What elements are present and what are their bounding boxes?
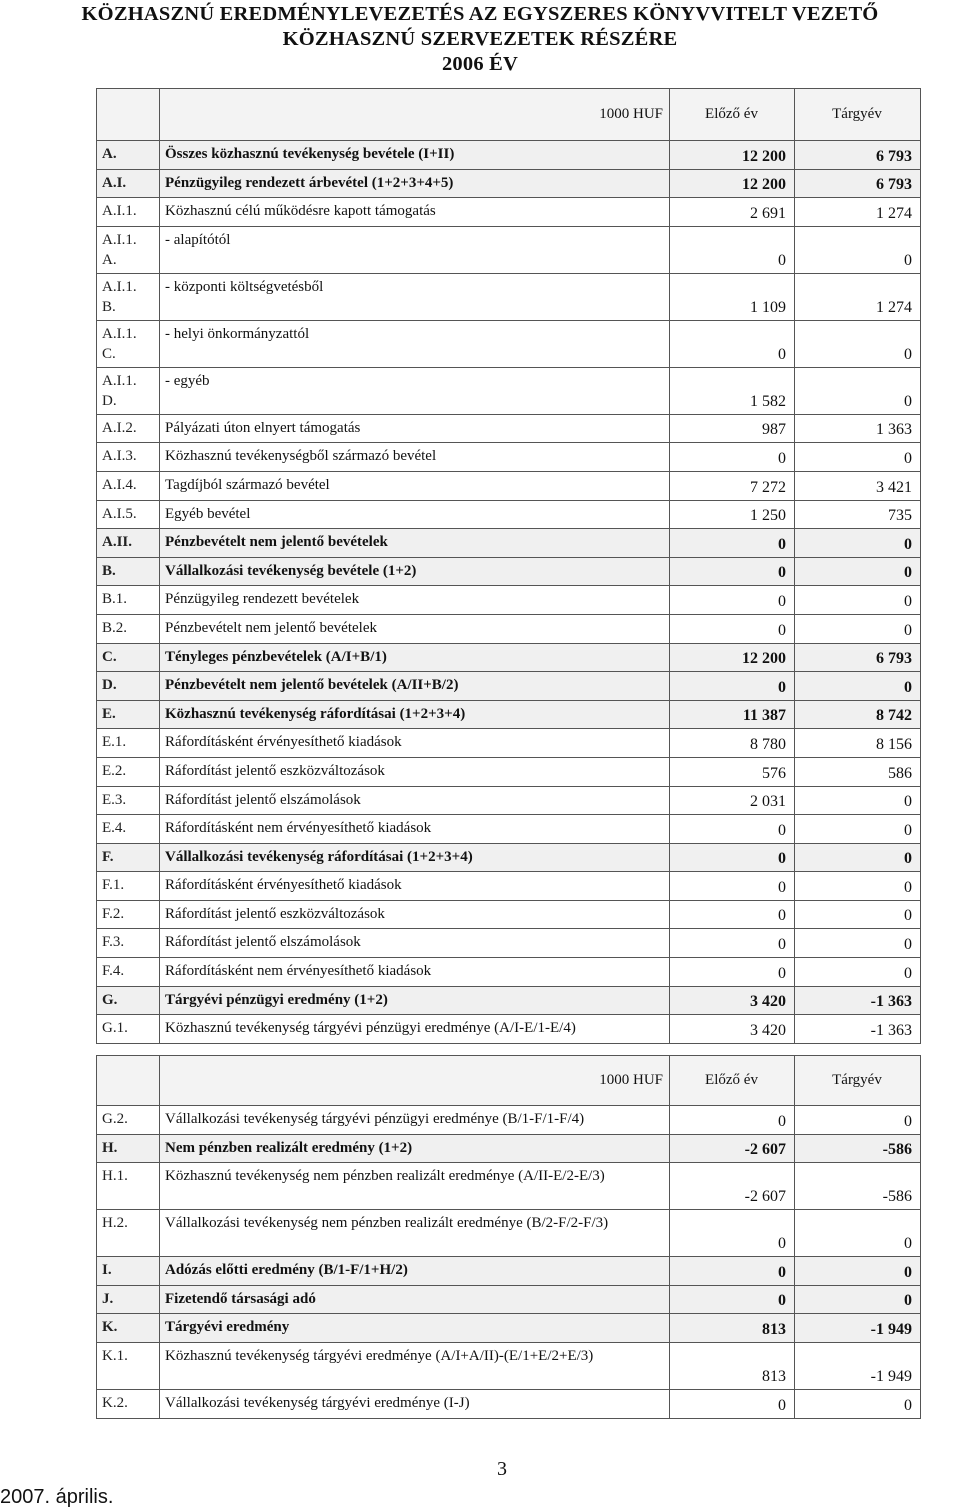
row-label: Vállalkozási tevékenység tárgyévi pénzügyi eredménye (B/1-F/1-F/4) [160, 1106, 670, 1135]
table-row [97, 672, 921, 701]
row-current-year: 735 [795, 500, 921, 529]
row-code: J. [97, 1285, 160, 1314]
row-current-year: -1 363 [795, 1015, 921, 1044]
row-previous-year: 8 780 [670, 729, 795, 758]
header-previous-year: Előző év [670, 89, 795, 141]
row-label: Pénzügyileg rendezett bevételek [160, 586, 670, 615]
row-current-year: 1 274 [795, 273, 921, 320]
row-label: Pénzügyileg rendezett árbevétel (1+2+3+4+5) [160, 169, 670, 198]
row-label: Pályázati úton elnyert támogatás [160, 414, 670, 443]
row-code: E.3. [97, 786, 160, 815]
table-row [97, 586, 921, 615]
header-current-year: Tárgyév [795, 1056, 921, 1106]
row-current-year: 6 793 [795, 169, 921, 198]
row-current-year: 8 742 [795, 700, 921, 729]
income-statement-table-2 [96, 1055, 921, 1419]
table-row [97, 1106, 921, 1135]
row-code: F.3. [97, 929, 160, 958]
row-previous-year: 7 272 [670, 471, 795, 500]
row-label: - alapítótól [160, 226, 670, 273]
row-current-year: 0 [795, 1210, 921, 1257]
row-previous-year: 12 200 [670, 169, 795, 198]
row-code: A.II. [97, 529, 160, 558]
row-label: Ráfordítást jelentő elszámolások [160, 786, 670, 815]
row-previous-year: 2 031 [670, 786, 795, 815]
row-current-year: 1 274 [795, 198, 921, 227]
row-label: Közhasznú tevékenységből származó bevétel [160, 443, 670, 472]
table-row [97, 557, 921, 586]
row-previous-year: 987 [670, 414, 795, 443]
row-previous-year: 0 [670, 529, 795, 558]
row-current-year: 3 421 [795, 471, 921, 500]
table-row [97, 929, 921, 958]
footer-date: 2007. április. [0, 1486, 114, 1508]
table-row [97, 1285, 921, 1314]
row-previous-year: 0 [670, 1389, 795, 1418]
row-code: A.I.4. [97, 471, 160, 500]
row-label: Tárgyévi pénzügyi eredmény (1+2) [160, 986, 670, 1015]
row-previous-year: 0 [670, 872, 795, 901]
table-row [97, 500, 921, 529]
row-code: F.4. [97, 958, 160, 987]
row-code: B. [97, 557, 160, 586]
row-code: B.2. [97, 614, 160, 643]
row-code: A.I.1. A. [97, 226, 160, 273]
row-code: E.2. [97, 757, 160, 786]
row-current-year: 0 [795, 1257, 921, 1286]
row-previous-year: 0 [670, 1106, 795, 1135]
row-current-year: -1 949 [795, 1342, 921, 1389]
row-label: Adózás előtti eredmény (B/1-F/1+H/2) [160, 1257, 670, 1286]
row-label: Vállalkozási tevékenység bevétele (1+2) [160, 557, 670, 586]
title-line-2: KÖZHASZNÚ SZERVEZETEK RÉSZÉRE [282, 28, 678, 50]
row-current-year: 0 [795, 614, 921, 643]
row-current-year: 0 [795, 226, 921, 273]
title-line-1: KÖZHASZNÚ EREDMÉNYLEVEZETÉS AZ EGYSZERES KÖNYVVITELT VEZETŐ [81, 3, 879, 25]
row-current-year: 0 [795, 320, 921, 367]
row-code: E.1. [97, 729, 160, 758]
table-header-row [97, 89, 921, 141]
table-row [97, 900, 921, 929]
row-previous-year: 11 387 [670, 700, 795, 729]
row-code: H.2. [97, 1210, 160, 1257]
row-code: K.1. [97, 1342, 160, 1389]
row-current-year: 0 [795, 1106, 921, 1135]
row-current-year: 0 [795, 815, 921, 844]
table-row [97, 1257, 921, 1286]
row-code: A.I.1. [97, 198, 160, 227]
row-previous-year: 3 420 [670, 1015, 795, 1044]
table-row [97, 1015, 921, 1044]
row-code: C. [97, 643, 160, 672]
table-row [97, 169, 921, 198]
row-label: Vállalkozási tevékenység nem pénzben realizált eredménye (B/2-F/2-F/3) [160, 1210, 670, 1257]
row-previous-year: 0 [670, 1210, 795, 1257]
row-label: Tényleges pénzbevételek (A/I+B/1) [160, 643, 670, 672]
row-code: A.I.2. [97, 414, 160, 443]
table-row [97, 471, 921, 500]
table-row [97, 958, 921, 987]
row-code: G.1. [97, 1015, 160, 1044]
row-label: Ráfordítást jelentő elszámolások [160, 929, 670, 958]
row-code: A.I.1. C. [97, 320, 160, 367]
row-previous-year: 0 [670, 900, 795, 929]
row-previous-year: -2 607 [670, 1134, 795, 1163]
header-unit: 1000 HUF [160, 1056, 670, 1106]
table-header-row [97, 1056, 921, 1106]
table-row [97, 786, 921, 815]
header-blank-cell [97, 1056, 160, 1106]
row-current-year: 0 [795, 1389, 921, 1418]
row-current-year: 0 [795, 786, 921, 815]
row-code: H. [97, 1134, 160, 1163]
row-label: Vállalkozási tevékenység tárgyévi eredménye (I-J) [160, 1389, 670, 1418]
row-label: Ráfordításként nem érvényesíthető kiadások [160, 815, 670, 844]
document-title [0, 2, 960, 77]
row-previous-year: 813 [670, 1342, 795, 1389]
row-current-year: 0 [795, 586, 921, 615]
row-previous-year: 813 [670, 1314, 795, 1343]
row-previous-year: 0 [670, 557, 795, 586]
table-row [97, 815, 921, 844]
row-previous-year: 12 200 [670, 141, 795, 170]
row-previous-year: 0 [670, 586, 795, 615]
row-previous-year: 0 [670, 1257, 795, 1286]
row-label: Ráfordításként érvényesíthető kiadások [160, 729, 670, 758]
row-code: A.I.1. D. [97, 367, 160, 414]
row-code: K.2. [97, 1389, 160, 1418]
header-unit: 1000 HUF [160, 89, 670, 141]
row-previous-year: 3 420 [670, 986, 795, 1015]
table-row [97, 226, 921, 273]
row-current-year: 0 [795, 672, 921, 701]
row-current-year: -1 363 [795, 986, 921, 1015]
table-row [97, 1134, 921, 1163]
table-row [97, 141, 921, 170]
row-label: Ráfordítást jelentő eszközváltozások [160, 757, 670, 786]
row-label: Közhasznú célú működésre kapott támogatás [160, 198, 670, 227]
row-previous-year: 12 200 [670, 643, 795, 672]
row-label: Pénzbevételt nem jelentő bevételek (A/II+B/2) [160, 672, 670, 701]
row-label: Tagdíjból származó bevétel [160, 471, 670, 500]
row-label: Pénzbevételt nem jelentő bevételek [160, 614, 670, 643]
row-previous-year: 0 [670, 843, 795, 872]
row-current-year: 0 [795, 557, 921, 586]
row-label: Fizetendő társasági adó [160, 1285, 670, 1314]
table-row [97, 1389, 921, 1418]
table-row [97, 843, 921, 872]
row-previous-year: 0 [670, 443, 795, 472]
row-current-year: 0 [795, 958, 921, 987]
row-current-year: -1 949 [795, 1314, 921, 1343]
row-label: Vállalkozási tevékenység ráfordításai (1+2+3+4) [160, 843, 670, 872]
row-code: A.I.3. [97, 443, 160, 472]
row-code: I. [97, 1257, 160, 1286]
table-row [97, 757, 921, 786]
row-label: - központi költségvetésből [160, 273, 670, 320]
row-current-year: -586 [795, 1163, 921, 1210]
row-previous-year: 0 [670, 1285, 795, 1314]
row-code: E. [97, 700, 160, 729]
income-statement-table-1 [96, 88, 921, 1044]
row-label: Közhasznú tevékenység tárgyévi pénzügyi eredménye (A/I-E/1-E/4) [160, 1015, 670, 1044]
row-previous-year: 0 [670, 614, 795, 643]
row-code: A.I.5. [97, 500, 160, 529]
table-row [97, 1342, 921, 1389]
row-current-year: 0 [795, 443, 921, 472]
row-code: F.1. [97, 872, 160, 901]
row-label: Közhasznú tevékenység ráfordításai (1+2+3+4) [160, 700, 670, 729]
row-label: - egyéb [160, 367, 670, 414]
row-previous-year: 1 582 [670, 367, 795, 414]
row-current-year: 6 793 [795, 141, 921, 170]
row-label: Ráfordítást jelentő eszközváltozások [160, 900, 670, 929]
table-row [97, 367, 921, 414]
row-code: G. [97, 986, 160, 1015]
row-current-year: 0 [795, 1285, 921, 1314]
table-row [97, 414, 921, 443]
table-row [97, 643, 921, 672]
row-code: E.4. [97, 815, 160, 844]
table-row [97, 614, 921, 643]
row-current-year: 0 [795, 929, 921, 958]
table-row [97, 700, 921, 729]
row-current-year: 0 [795, 872, 921, 901]
row-previous-year: 0 [670, 929, 795, 958]
row-label: Nem pénzben realizált eredmény (1+2) [160, 1134, 670, 1163]
row-label: Egyéb bevétel [160, 500, 670, 529]
table-row [97, 529, 921, 558]
row-current-year: 586 [795, 757, 921, 786]
row-current-year: 1 363 [795, 414, 921, 443]
row-previous-year: 1 250 [670, 500, 795, 529]
row-current-year: 0 [795, 843, 921, 872]
row-code: K. [97, 1314, 160, 1343]
row-previous-year: 0 [670, 958, 795, 987]
row-previous-year: 0 [670, 226, 795, 273]
row-label: Közhasznú tevékenység nem pénzben realizált eredménye (A/II-E/2-E/3) [160, 1163, 670, 1210]
row-previous-year: -2 607 [670, 1163, 795, 1210]
row-previous-year: 0 [670, 815, 795, 844]
row-previous-year: 0 [670, 320, 795, 367]
header-current-year: Tárgyév [795, 89, 921, 141]
row-code: D. [97, 672, 160, 701]
table-row [97, 320, 921, 367]
row-code: G.2. [97, 1106, 160, 1135]
row-previous-year: 0 [670, 672, 795, 701]
table-row [97, 986, 921, 1015]
header-blank-cell [97, 89, 160, 141]
table-row [97, 1163, 921, 1210]
row-code: A.I.1. B. [97, 273, 160, 320]
row-current-year: 0 [795, 529, 921, 558]
row-current-year: 6 793 [795, 643, 921, 672]
table-row [97, 872, 921, 901]
title-line-3: 2006 ÉV [441, 53, 518, 75]
row-label: Közhasznú tevékenység tárgyévi eredménye (A/I+A/II)-(E/1+E/2+E/3) [160, 1342, 670, 1389]
row-label: Összes közhasznú tevékenység bevétele (I+II) [160, 141, 670, 170]
row-previous-year: 1 109 [670, 273, 795, 320]
table-row [97, 1210, 921, 1257]
row-current-year: -586 [795, 1134, 921, 1163]
row-label: Ráfordításként érvényesíthető kiadások [160, 872, 670, 901]
row-code: F.2. [97, 900, 160, 929]
row-label: - helyi önkormányzattól [160, 320, 670, 367]
row-code: F. [97, 843, 160, 872]
table-row [97, 729, 921, 758]
table-row [97, 1314, 921, 1343]
row-code: A. [97, 141, 160, 170]
row-current-year: 0 [795, 367, 921, 414]
row-code: A.I. [97, 169, 160, 198]
row-label: Ráfordításként nem érvényesíthető kiadások [160, 958, 670, 987]
row-current-year: 8 156 [795, 729, 921, 758]
row-code: H.1. [97, 1163, 160, 1210]
page-number: 3 [497, 1458, 507, 1480]
row-label: Pénzbevételt nem jelentő bevételek [160, 529, 670, 558]
row-current-year: 0 [795, 900, 921, 929]
row-previous-year: 576 [670, 757, 795, 786]
row-code: B.1. [97, 586, 160, 615]
row-previous-year: 2 691 [670, 198, 795, 227]
table-row [97, 198, 921, 227]
header-previous-year: Előző év [670, 1056, 795, 1106]
table-row [97, 273, 921, 320]
table-row [97, 443, 921, 472]
row-label: Tárgyévi eredmény [160, 1314, 670, 1343]
